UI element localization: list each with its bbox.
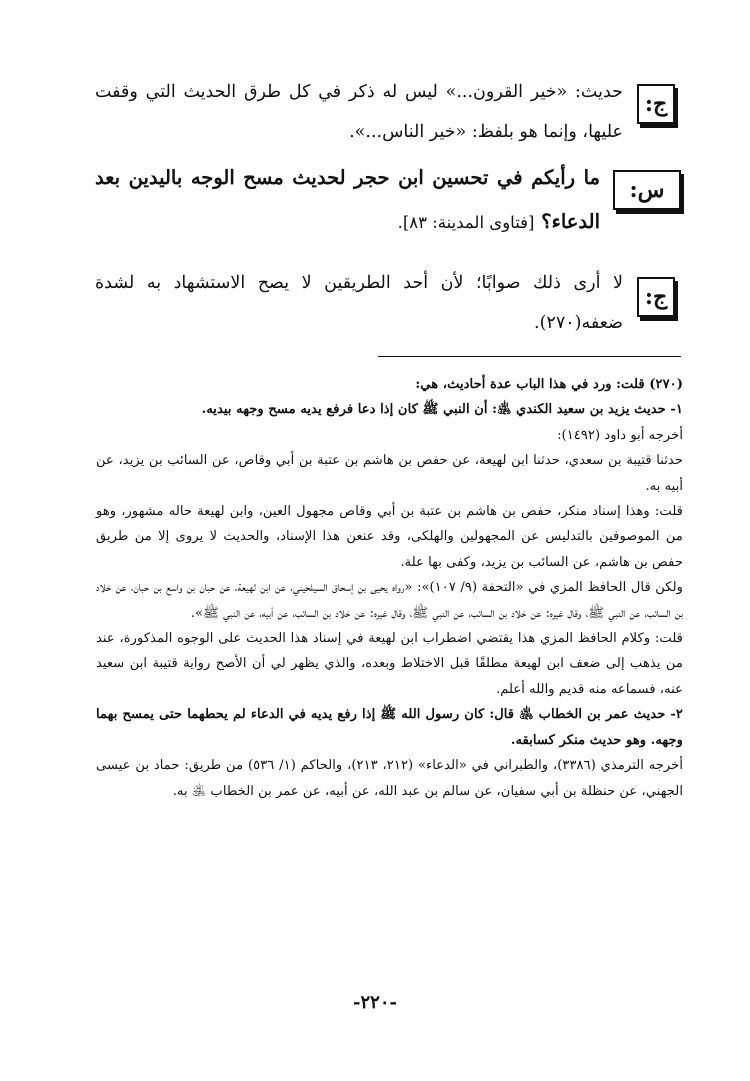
question-body: ما رأيكم في تحسين ابن حجر لحديث مسح الوجه باليدين بعد الدعاء؟ [95,166,600,233]
hadith-1-conclusion: قلت: وكلام الحافظ المزي هذا يقتضي اضطراب ابن لهيعة في إسناد هذا الحديث على الوجوه المذكورة، عند من يذهب إلى ضعف ابن لهيعة مطلقًا قبل الاختلاط وبعده، والذي يظهر لي أن الأصح رواية قتيبة ابن سعيد عنه، فسماعه منه قديم والله أعلم. [96,631,683,697]
answer-marker-box [637,84,675,124]
qa-question-2 [0,150,750,250]
footnote-section [96,372,683,804]
hadith-1-assessment: قلت: وهذا إسناد منكر، حفص بن هاشم بن عتبة بن أبي وقاص مجهول العين، وابن لهيعة حاله مشهور، وهو من الموصوفين بالتدليس عن المجهولين والهلكى، وقد عنعن هذا الإسناد، والحديث لا يروى إلا من طريق حفص بن هاشم، عن السائب بن يزيد، وكفى بها علة. [96,504,683,570]
qa-answer-3 [0,255,750,345]
hadith-1-source: أخرجه أبو داود (١٤٩٢): [557,427,683,443]
question-text [95,156,600,245]
hadith-2-heading: ٢- حديث عمر بن الخطاب ﵁ قال: كان رسول الله ﷺ إذا رفع يديه في الدعاء لم يحطهما حتى يمسح بهما وجهه. وهو حديث منكر كسابقه. [96,707,683,748]
page-number: -٢٢٠- [353,992,397,1013]
answer-marker-box [637,277,675,317]
hadith-2-source: أخرجه الترمذي (٣٣٨٦)، والطبراني في «الدعاء» (٢١٢، ٢١٣)، والحاكم (١/ ٥٣٦) من طريق: حماد بن عيسى الجهني، عن حنظلة بن أبي سفيان، عن سالم بن عبد الله، عن أبيه، عن عمر بن الخطاب ﵁ به. [96,758,684,799]
question-marker-box [613,170,681,210]
hadith-1-mizzi-quote: ولكن قال الحافظ المزي في «التحفة (٩/ ١٠٧)»: «رواه يحيى بن إسحاق السيلحيني، عن ابن لهيعة، عن حبان بن واسع بن حبان، عن خلاد بن السائب، عن النبي ﷺ، وقال غيره: عن خلاد بن السائب، عن النبي ﷺ، وقال غيره: عن خلاد بن السائب، عن أبيه، عن النبي ﷺ». [96,580,683,621]
answer-marker-label: ج: [644,91,668,117]
qa-answer-1 [0,0,750,140]
question-marker-label: س: [629,177,665,203]
hadith-1-chain: حدثنا قتيبة بن سعدي، حدثنا ابن لهيعة، عن حفص بن هاشم بن عتبة بن أبي وقاص، عن السائب بن يزيد، عن أبيه به. [96,453,683,494]
answer-text: لا أرى ذلك صوابًا؛ لأن أحد الطريقين لا يصح الاستشهاد به لشدة ضعفه(٢٧٠). [95,273,623,333]
hadith-1-heading: ١- حديث يزيد بن سعيد الكندي ﵁: أن النبي ﷺ كان إذا دعا فرفع يديه مسح وجهه بيديه. [201,402,683,418]
footnote-intro: (٢٧٠) قلت: ورد في هذا الباب عدة أحاديث، هي: [415,377,683,392]
answer-marker-label: ج: [644,284,668,310]
footnote-divider [378,356,681,357]
question-reference: [فتاوى المدينة: ٨٣]. [397,213,535,232]
answer-text: حديث: «خير القرون...» ليس له ذكر في كل طرق الحديث التي وقفت عليها، وإنما هو بلفظ: «خير الناس...». [95,82,623,142]
